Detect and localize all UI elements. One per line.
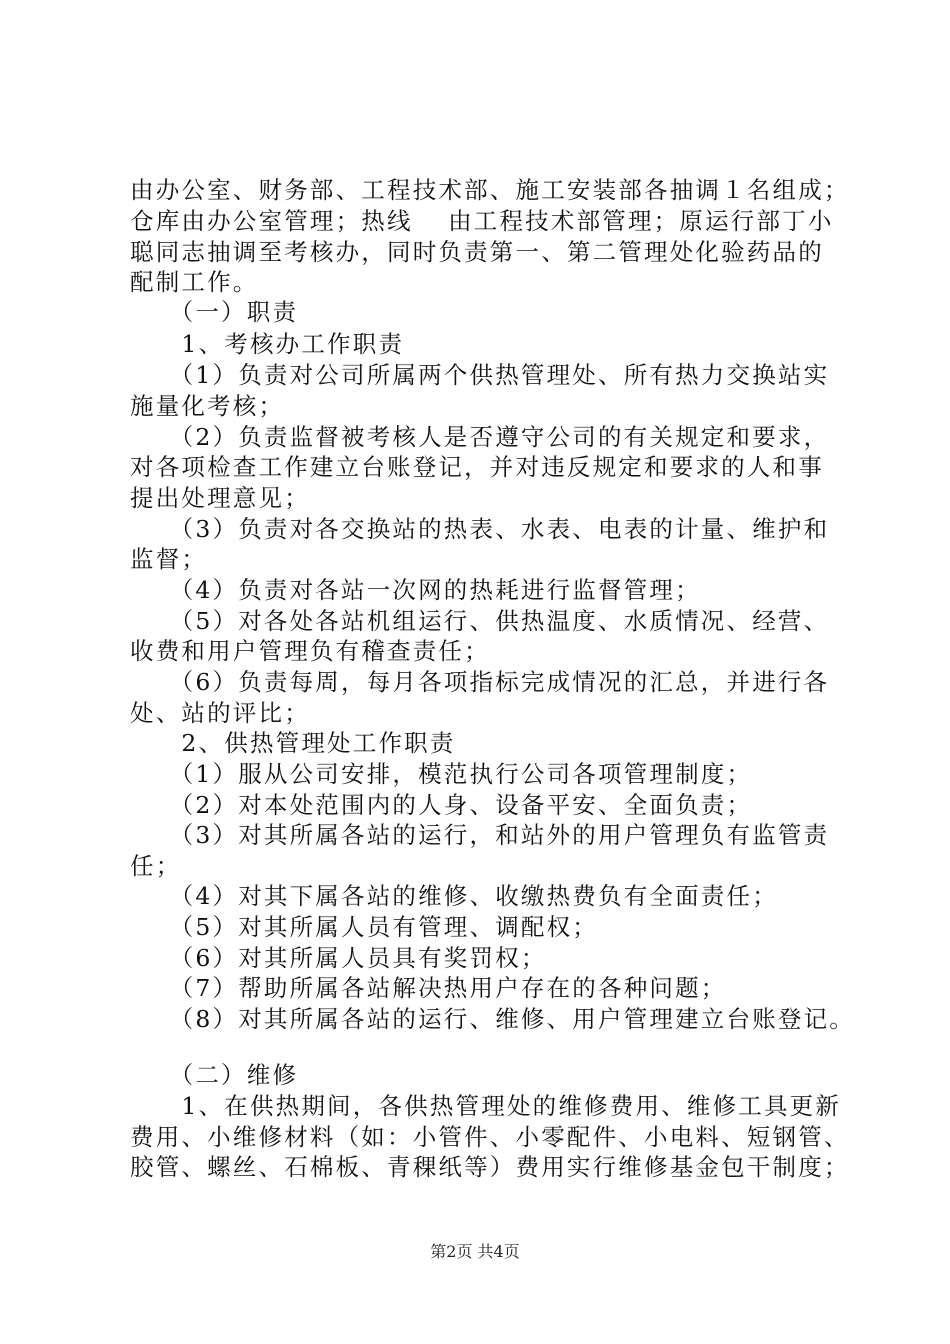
text-line: 由办公室、财务部、工程技术部、施工安装部各抽调１名组成； bbox=[130, 176, 850, 204]
page-number-footer: 第2页 共4页 bbox=[430, 1242, 520, 1261]
section-heading: （一）职责 bbox=[130, 298, 299, 326]
section-heading: （二）维修 bbox=[130, 1061, 299, 1089]
text-line: （5）对各处各站机组运行、供热温度、水质情况、经营、 bbox=[130, 607, 830, 635]
text-line: 胶管、螺丝、石棉板、青稞纸等）费用实行维修基金包干制度； bbox=[130, 1153, 850, 1181]
text-line: （4）对其下属各站的维修、收缴热费负有全面责任； bbox=[130, 882, 778, 910]
text-line: （7）帮助所属各站解决热用户存在的各种问题； bbox=[130, 974, 727, 1002]
text-line: 聪同志抽调至考核办，同时负责第一、第二管理处化验药品的 bbox=[130, 238, 824, 266]
text-line: 处、站的评比； bbox=[130, 699, 310, 727]
text-line: 对各项检查工作建立台账登记，并对违反规定和要求的人和事 bbox=[130, 453, 824, 481]
text-line: （3）对其所属各站的运行，和站外的用户管理负有监管责 bbox=[130, 821, 830, 849]
text-line: 仓库由办公室管理；热线 由工程技术部管理；原运行部丁小 bbox=[130, 207, 834, 235]
text-line: （6）负责每周，每月各项指标完成情况的汇总，并进行各 bbox=[130, 668, 830, 696]
text-line: 费用、小维修材料（如：小管件、小零配件、小电料、短钢管、 bbox=[130, 1123, 850, 1151]
text-line: 1、在供热期间，各供热管理处的维修费用、维修工具更新 bbox=[130, 1092, 842, 1120]
text-line: （3）负责对各交换站的热表、水表、电表的计量、维护和 bbox=[130, 515, 830, 543]
text-line: 施量化考核； bbox=[130, 392, 285, 420]
text-line: 任； bbox=[130, 852, 182, 880]
text-line: （2）负责监督被考核人是否遵守公司的有关规定和要求， bbox=[130, 423, 830, 451]
text-line: （2）对本处范围内的人身、设备平安、全面负责； bbox=[130, 791, 753, 819]
text-line: （6）对其所属人员具有奖罚权； bbox=[130, 944, 547, 972]
subsection-heading: 2、供热管理处工作职责 bbox=[130, 729, 456, 757]
text-line: 收费和用户管理负有稽查责任； bbox=[130, 637, 490, 665]
text-line: （1）服从公司安排，模范执行公司各项管理制度； bbox=[130, 760, 753, 788]
text-line: （1）负责对公司所属两个供热管理处、所有热力交换站实 bbox=[130, 361, 830, 389]
text-line: （4）负责对各站一次网的热耗进行监督管理； bbox=[130, 576, 701, 604]
text-line: （5）对其所属人员有管理、调配权； bbox=[130, 913, 599, 941]
text-line: 配制工作。 bbox=[130, 268, 259, 296]
text-line: 监督； bbox=[130, 545, 208, 573]
text-line: 提出处理意见； bbox=[130, 484, 310, 512]
text-line: （8）对其所属各站的运行、维修、用户管理建立台账登记。 bbox=[130, 1005, 856, 1033]
subsection-heading: 1、考核办工作职责 bbox=[130, 330, 405, 358]
